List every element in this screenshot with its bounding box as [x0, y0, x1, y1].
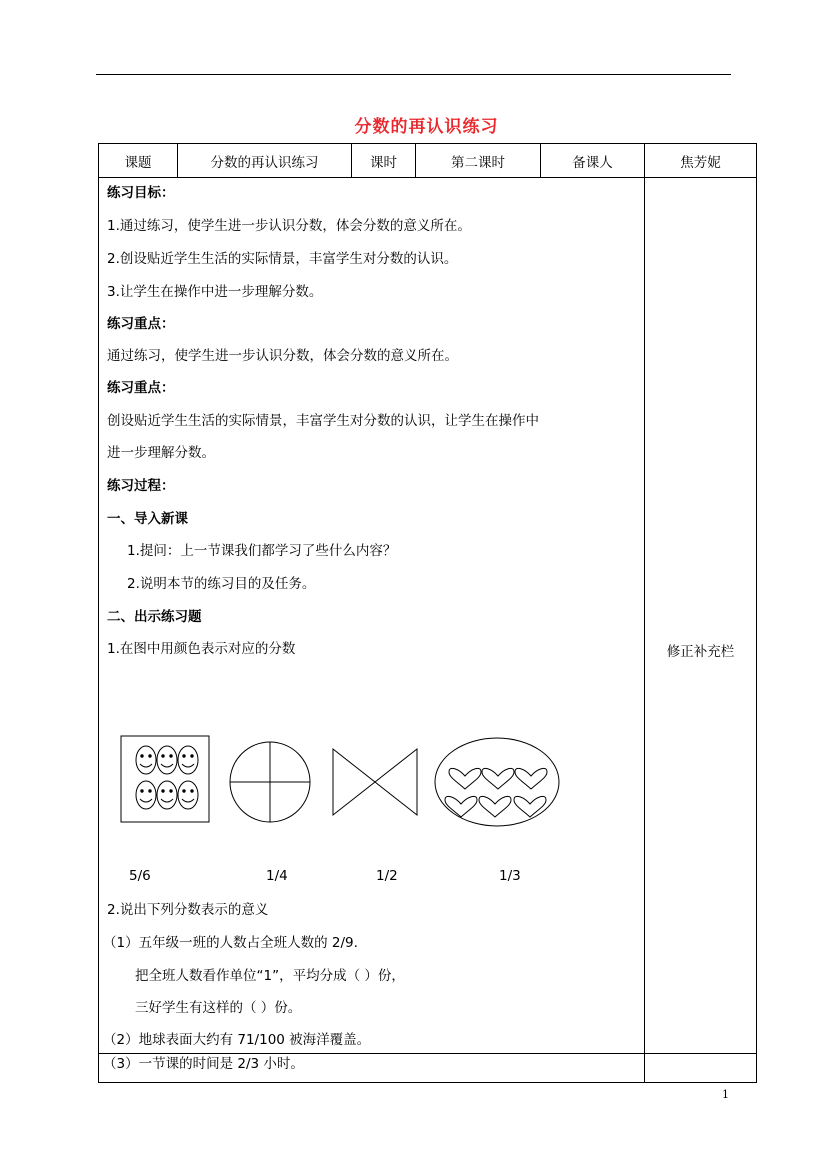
- key-heading: 练习重点：: [107, 316, 175, 332]
- revision-label: 修正补充栏: [666, 644, 735, 660]
- smiley-face-icon: [157, 746, 177, 774]
- header-label-topic: 课题: [99, 144, 178, 178]
- smiley-face-icon: [136, 746, 156, 774]
- smiley-face-icon: [157, 781, 177, 809]
- header-value-topic: 分数的再认识练习: [178, 144, 352, 178]
- key2-heading: 练习重点：: [107, 380, 175, 396]
- lesson-table: [98, 143, 757, 1083]
- header-value-preparer: 焦芳妮: [645, 144, 757, 178]
- fraction-label-1: 5/6: [129, 868, 151, 884]
- goal-item-2: 2.创设贴近学生生活的实际情景，丰富学生对分数的认识。: [107, 251, 458, 267]
- goal-heading: 练习目标：: [107, 185, 175, 201]
- smiley-face-icon: [178, 746, 198, 774]
- smiley-face-icon: [178, 781, 198, 809]
- key-text: 通过练习，使学生进一步认识分数，体会分数的意义所在。: [107, 348, 458, 364]
- section-1-item-1: 1.提问：上一节课我们都学习了些什么内容？: [127, 543, 397, 559]
- circle-quartered: [230, 742, 310, 822]
- question-2-part-1: （1）五年级一班的人数占全班人数的 2/9.: [103, 935, 358, 951]
- lesson-content-tail: [99, 1054, 645, 1083]
- question-2: 2.说出下列分数表示的意义: [107, 902, 269, 918]
- heart-icon: [482, 768, 514, 789]
- smiley-faces-grid: [121, 736, 209, 822]
- section-1-heading: 一、导入新课: [107, 511, 188, 527]
- question-2-part-3: （3）一节课的时间是 2/3 小时。: [103, 1056, 304, 1072]
- bowtie-triangles: [333, 749, 417, 815]
- goal-item-3: 3.让学生在操作中进一步理解分数。: [107, 284, 323, 300]
- fraction-label-4: 1/3: [499, 868, 521, 884]
- page-number: 1: [722, 1088, 729, 1101]
- fraction-figures: [99, 693, 645, 863]
- revision-column: [645, 178, 757, 1054]
- heart-icon: [514, 796, 546, 817]
- question-2-part-1b: 三好学生有这样的（ ）份。: [135, 1000, 302, 1016]
- question-2-part-2: （2）地球表面大约有 71/100 被海洋覆盖。: [103, 1032, 371, 1048]
- header-value-period: 第二课时: [416, 144, 541, 178]
- lesson-content: [99, 178, 645, 1054]
- page-title: 分数的再认识练习: [354, 117, 499, 137]
- heart-icon: [479, 796, 511, 817]
- hearts-oval: [435, 738, 559, 826]
- question-1: 1.在图中用颜色表示对应的分数: [107, 641, 296, 657]
- header-label-preparer: 备课人: [541, 144, 645, 178]
- section-1-item-2: 2.说明本节的练习目的及任务。: [127, 576, 316, 592]
- header-rule: [96, 74, 731, 75]
- key2-text-line1: 创设贴近学生生活的实际情景，丰富学生对分数的认识，让学生在操作中: [107, 413, 539, 429]
- header-label-period: 课时: [352, 144, 416, 178]
- heart-icon: [445, 796, 477, 817]
- key2-text-line2: 进一步理解分数。: [107, 445, 215, 461]
- revision-column-tail: [645, 1054, 757, 1083]
- header-row: [99, 144, 757, 178]
- heart-icon: [449, 768, 481, 789]
- process-heading: 练习过程：: [107, 478, 175, 494]
- smiley-face-icon: [136, 781, 156, 809]
- section-2-heading: 二、出示练习题: [107, 609, 202, 625]
- heart-icon: [515, 768, 547, 789]
- question-2-part-1a: 把全班人数看作单位“1”，平均分成（ ）份，: [135, 968, 405, 984]
- goal-item-1: 1.通过练习，使学生进一步认识分数，体会分数的意义所在。: [107, 218, 471, 234]
- fraction-label-2: 1/4: [266, 868, 288, 884]
- fraction-label-3: 1/2: [376, 868, 398, 884]
